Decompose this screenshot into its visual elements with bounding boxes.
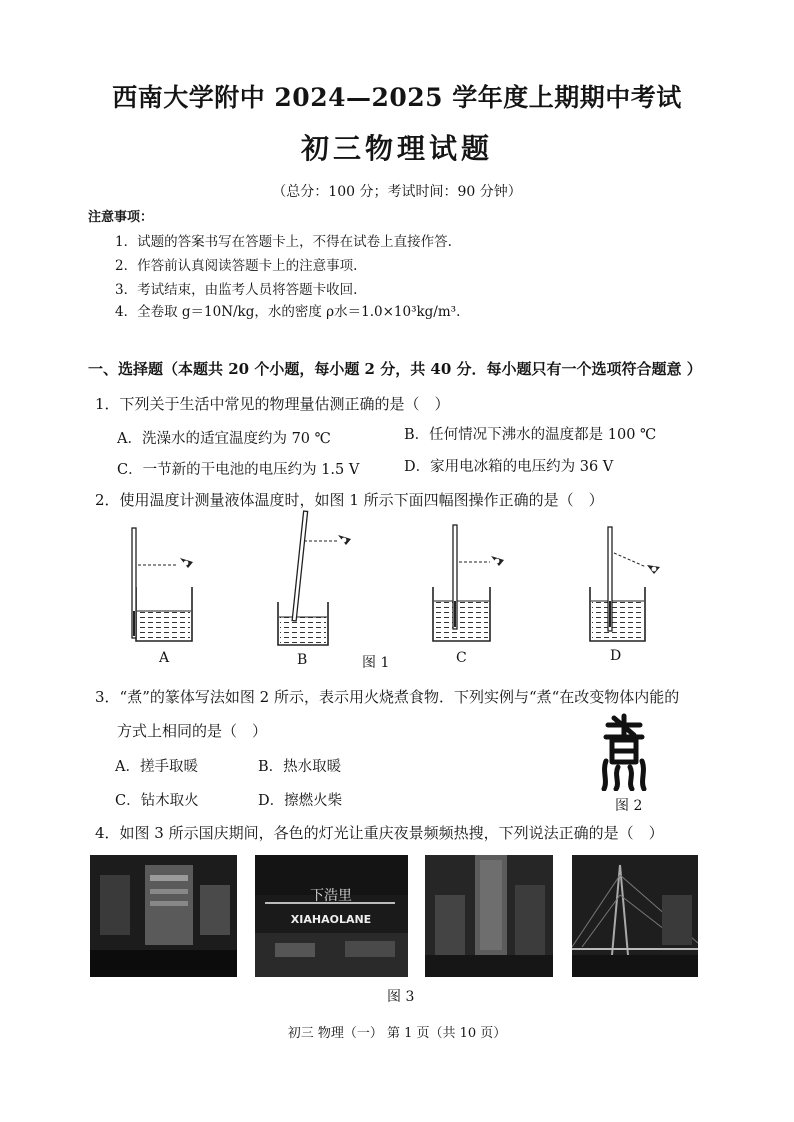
question-3-stem-line2: 方式上相同的是（ ） bbox=[117, 722, 268, 740]
figure-1-label-c: C bbox=[456, 650, 467, 666]
page-footer: 初三 物理（一） 第 1 页（共 10 页） bbox=[287, 1026, 507, 1041]
question-1-option-a: A．洗澡水的适宜温度约为 70 ℃ bbox=[117, 431, 331, 447]
exam-subtitle: 初三物理试题 bbox=[300, 132, 493, 165]
photo-sign-cn: 下浩里 bbox=[310, 888, 352, 904]
exam-meta: （总分：100 分；考试时间：90 分钟） bbox=[272, 184, 522, 200]
beaker-c bbox=[433, 525, 504, 641]
question-3-option-c: C．钻木取火 bbox=[115, 793, 199, 809]
night-photo-1 bbox=[90, 855, 237, 977]
question-1-option-d: D．家用电冰箱的电压约为 36 V bbox=[404, 459, 614, 475]
section-heading: 一、选择题（本题共 20 个小题，每小题 2 分，共 40 分．每小题只有一个选项符合题意 ） bbox=[88, 360, 702, 378]
beaker-d bbox=[590, 527, 660, 641]
figure-1-label-b: B bbox=[297, 652, 308, 668]
night-photo-4 bbox=[572, 855, 698, 977]
question-4-stem: 4．如图 3 所示国庆期间，各色的灯光让重庆夜景频频热搜，下列说法正确的是（ ） bbox=[95, 824, 664, 842]
night-photo-3 bbox=[425, 855, 553, 977]
question-1-option-b: B．任何情况下沸水的温度都是 100 ℃ bbox=[404, 427, 657, 443]
thermometer-figure bbox=[100, 505, 700, 650]
note-item: 1．试题的答案书写在答题卡上，不得在试卷上直接作答. bbox=[115, 234, 452, 250]
beaker-a bbox=[132, 528, 193, 641]
seal-script-zhu-icon bbox=[600, 713, 648, 791]
figure-1-label-a: A bbox=[159, 650, 170, 666]
question-1-option-c: C．一节新的干电池的电压约为 1.5 V bbox=[117, 462, 360, 478]
beaker-b bbox=[278, 511, 351, 645]
note-item: 2．作答前认真阅读答题卡上的注意事项. bbox=[115, 258, 358, 274]
night-photo-2 bbox=[255, 855, 408, 977]
note-item: 4．全卷取 g＝10N/kg，水的密度 ρ水＝1.0×10³kg/m³. bbox=[115, 304, 461, 320]
exam-title: 西南大学附中 2024—2025 学年度上期期中考试 bbox=[112, 83, 682, 112]
question-3-option-d: D．擦燃火柴 bbox=[258, 793, 343, 809]
question-1-stem: 1．下列关于生活中常见的物理量估测正确的是（ ） bbox=[95, 395, 450, 413]
question-3-stem-line1: 3．“煮”的篆体写法如图 2 所示，表示用火烧煮食物．下列实例与“煮“在改变物体内能的 bbox=[95, 688, 680, 706]
figure-1-label-d: D bbox=[610, 648, 622, 664]
figure-2-caption: 图 2 bbox=[615, 798, 643, 814]
figure-3-caption: 图 3 bbox=[387, 989, 415, 1005]
question-3-option-a: A．搓手取暖 bbox=[115, 759, 198, 775]
photo-sign-text: XIAHAOLANE bbox=[290, 913, 372, 926]
question-3-option-b: B．热水取暖 bbox=[258, 759, 342, 775]
notes-title: 注意事项： bbox=[88, 210, 154, 225]
figure-1-caption: 图 1 bbox=[362, 655, 390, 671]
question-2-stem: 2．使用温度计测量液体温度时，如图 1 所示下面四幅图操作正确的是（ ） bbox=[95, 491, 604, 509]
note-item: 3．考试结束，由监考人员将答题卡收回. bbox=[115, 282, 358, 298]
